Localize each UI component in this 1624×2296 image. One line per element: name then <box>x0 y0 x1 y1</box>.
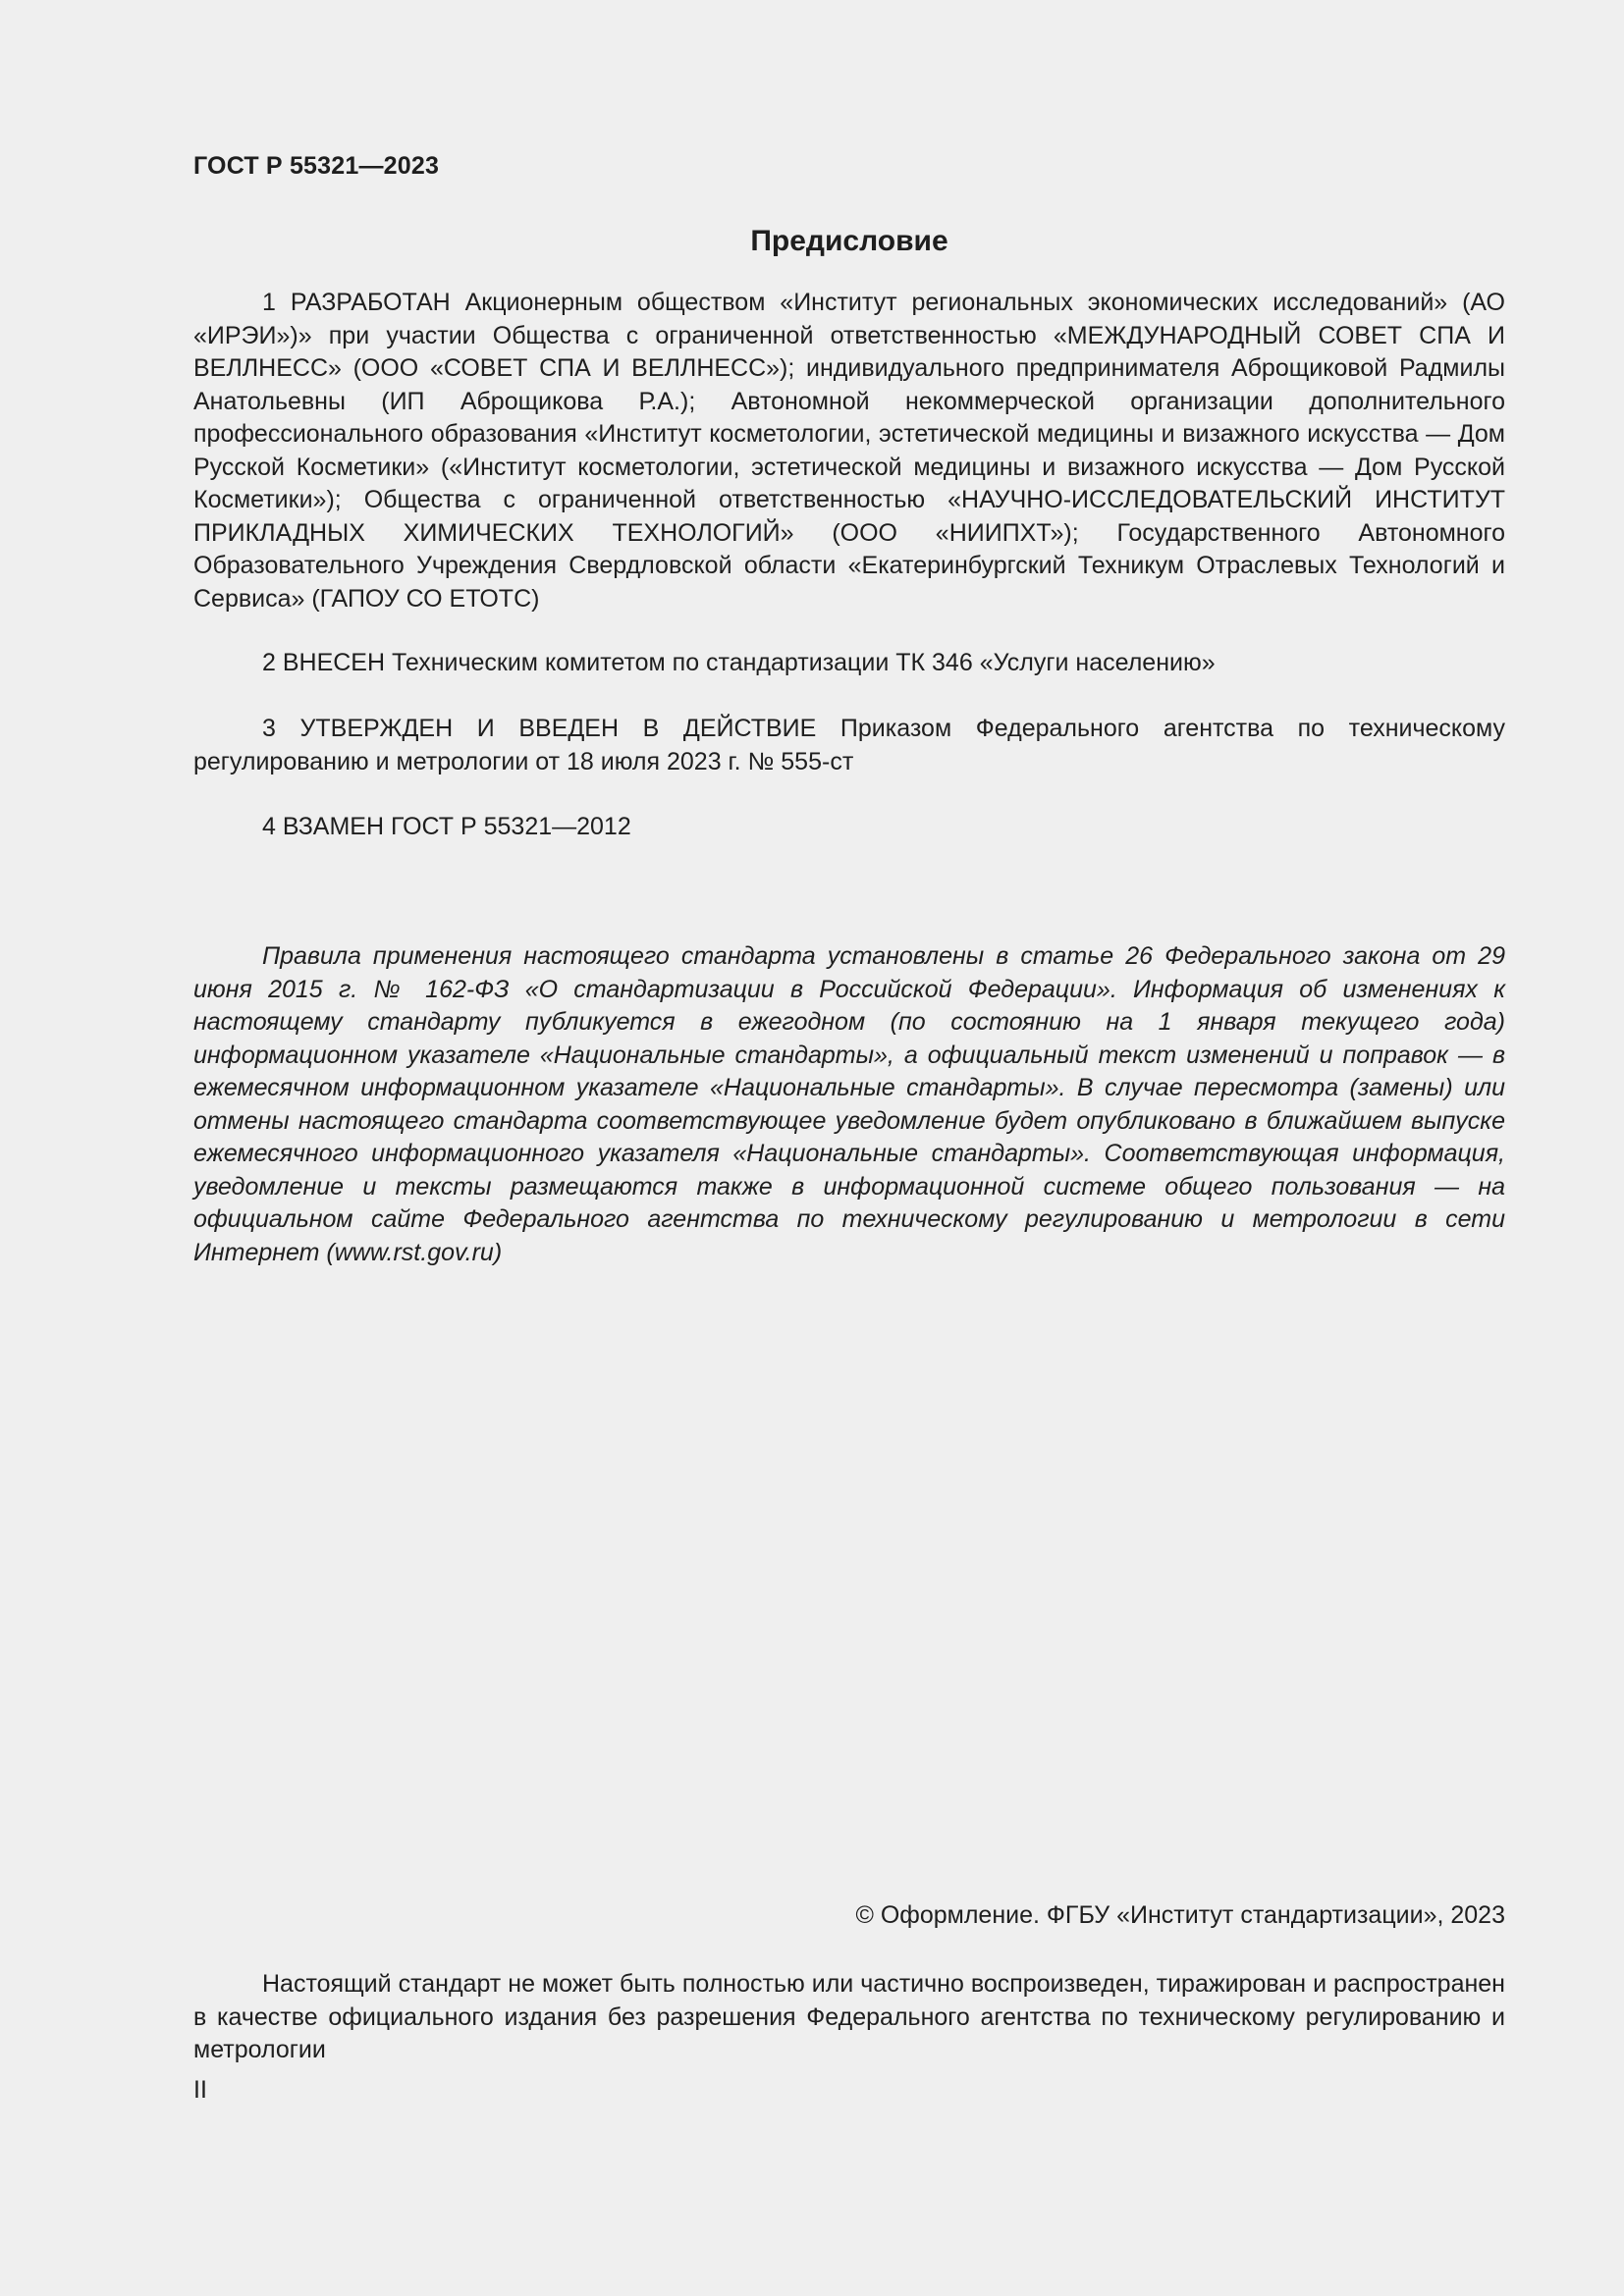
application-rules-text: Правила применения настоящего стандарта установлены в статье 26 Федерального закона от 29 июня 2015 г. № 162-ФЗ «О стандартизации в Российской Федерации». Информация об изменениях к настоящему стандарту публикуется в ежегодном (по состоянию на 1 января текущего года) информационном указателе «Национальные стандарты», а официальный текст изменений и поправок — в ежемесячном информационном указателе «Национальные стандарты». В случае пересмотра (замены) или отмены настоящего стандарта соответствующее уведомление будет опубликовано в ближайшем выпуске ежемесячного информационного указателя «Национальные стандарты». Соответствующая информация, уведомление и тексты размещаются также в информационной системе общего пользования — на официальном сайте Федерального агентства по техническому регулированию и метрологии в сети Интернет (www.rst.gov.ru) <box>193 942 1505 1266</box>
preface-title: Предисловие <box>750 225 948 257</box>
preface-item-introduced: 2 ВНЕСЕН Техническим комитетом по стандартизации ТК 346 «Услуги населению» <box>262 649 1216 676</box>
preface-item-replaces: 4 ВЗАМЕН ГОСТ Р 55321—2012 <box>262 813 631 840</box>
preface-item-approved: 3 УТВЕРЖДЕН И ВВЕДЕН В ДЕЙСТВИЕ Приказом Федерального агентства по техническому регулированию и метрологии от 18 июля 2023 г. № 555-ст <box>193 715 1505 775</box>
reproduction-notice: Настоящий стандарт не может быть полностью или частично воспроизведен, тиражирован и распространен в качестве официального издания без разрешения Федерального агентства по техническому регулированию и метрологии <box>193 1970 1505 2063</box>
page-number: II <box>193 2076 207 2104</box>
preface-item-developed: 1 РАЗРАБОТАН Акционерным обществом «Институт региональных экономических исследований» (АО «ИРЭИ»)» при участии Общества с ограниченной ответственностью «МЕЖДУНАРОДНЫЙ СОВЕТ СПА И ВЕЛЛНЕСС» (ООО «СОВЕТ СПА И ВЕЛЛНЕСС»); индивидуального предпринимателя Аброщиковой Радмилы Анатольевны (ИП Аброщикова Р.А.); Автономной некоммерческой организации дополнительного профессионального образования «Институт косметологии, эстетической медицины и визажного искусства — Дом Русской Косметики» («Институт косметологии, эстетической медицины и визажного искусства — Дом Русской Косметики»); Общества с ограниченной ответственностью «НАУЧНО-ИССЛЕДОВАТЕЛЬСКИЙ ИНСТИТУТ ПРИКЛАДНЫХ ХИМИЧЕСКИХ ТЕХНОЛОГИЙ» (ООО «НИИПХТ»); Государственного Автономного Образовательного Учреждения Свердловской области «Екатеринбургский Техникум Отраслевых Технологий и Сервиса» (ГАПОУ СО ЕТОТС) <box>193 289 1505 613</box>
document-code: ГОСТ Р 55321—2023 <box>193 152 440 180</box>
copyright-line: © Оформление. ФГБУ «Институт стандартизации», 2023 <box>855 1901 1505 1929</box>
